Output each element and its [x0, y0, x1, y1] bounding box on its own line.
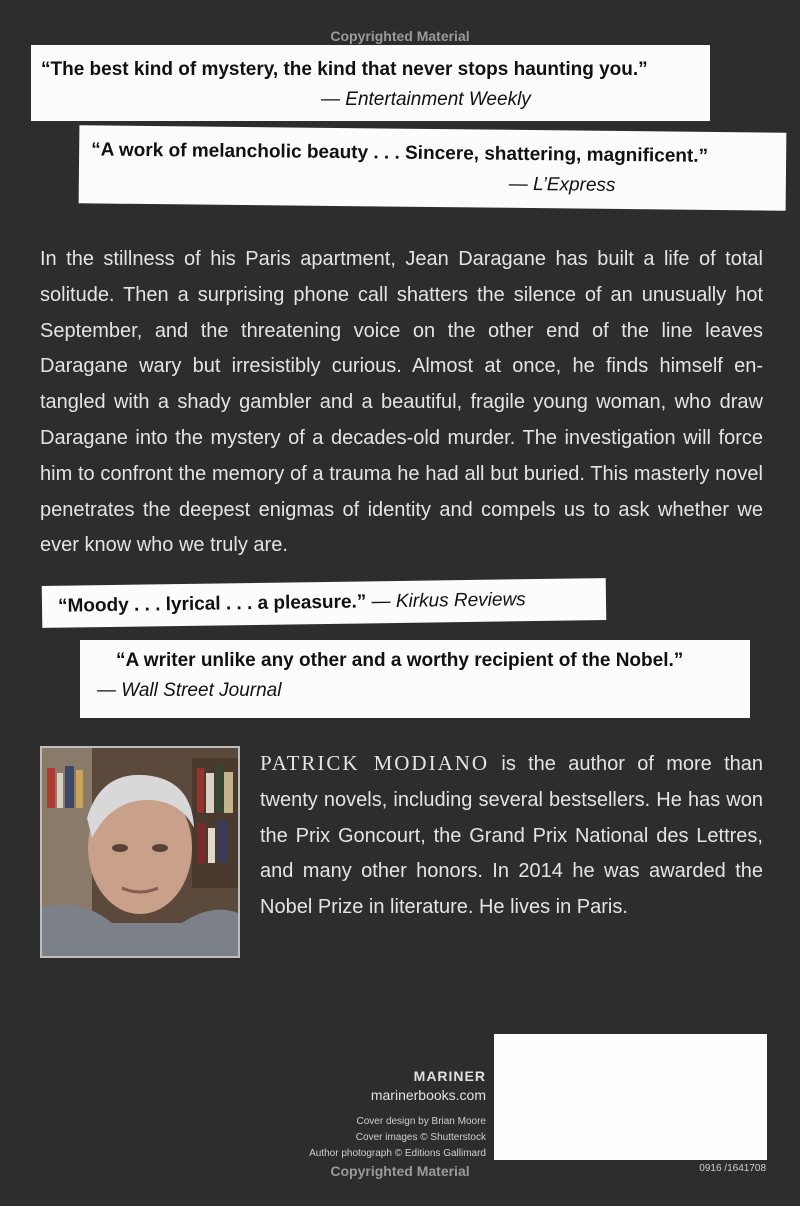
- book-description: In the stillness of his Paris apartment, Jean Daragane has built a life of total solitude. Then a surprising phone call shatters the silence of an unusually hot September, and the threatening voice on the other end of the line leaves Daragane wary but irresistibly curious. Almost at once, he finds himself en-tangled with a shady gambler and a beautiful, fragile young woman, who draw Daragane into the mystery of a decades-old murder. The investigation will force him to confront the memory of a trauma he had all but buried. This masterly novel penetrates the deepest enigmas of identity and compels us to ask whether we ever know who we truly are.: [40, 248, 763, 557]
- author-bio: [260, 746, 763, 926]
- quote-text-1: “The best kind of mystery, the kind that never stops haunting you.”: [41, 59, 648, 80]
- author-bio-text: is the author of more than twenty novels, including several bestsellers. He has won the Prix Goncourt, the Grand Prix National des Lettres, and many other honors. In 2014 he was awarded the Nobel Prize in literature. He lives in Paris.: [260, 753, 763, 919]
- quote-text-3: “Moody . . . lyrical . . . a pleasure.”: [57, 591, 367, 617]
- publisher-website[interactable]: marinerbooks.com: [370, 1087, 486, 1103]
- copyright-top: Copyrighted Material: [330, 28, 470, 44]
- quote-source-3: — Kirkus Reviews: [371, 589, 526, 613]
- barcode-area: [494, 1034, 767, 1160]
- publisher-name: MARINER: [413, 1068, 486, 1084]
- quote-strip-2: [79, 125, 787, 210]
- quote-source-1: — Entertainment Weekly: [321, 89, 531, 110]
- author-photo: [40, 746, 240, 958]
- quote-text-4: “A writer unlike any other and a worthy recipient of the Nobel.”: [116, 650, 684, 671]
- quote-strip-3: [42, 578, 607, 628]
- isbn-code: 0916 /1641708: [699, 1163, 766, 1174]
- quote-strip-4: [80, 640, 750, 718]
- author-name: PATRICK MODIANO: [260, 751, 490, 775]
- quote-source-4: — Wall Street Journal: [97, 680, 282, 701]
- quote-text-2: “A work of melancholic beauty . . . Sincere, shattering, magnificent.”: [91, 139, 709, 167]
- copyright-bottom: Copyrighted Material: [330, 1163, 470, 1179]
- quote-strip-1: [31, 45, 710, 121]
- credit-cover-design: Cover design by Brian Moore: [356, 1116, 486, 1127]
- credit-author-photo: Author photograph © Editions Gallimard: [309, 1148, 486, 1159]
- quote-source-2: — L’Express: [508, 173, 616, 196]
- credit-cover-images: Cover images © Shutterstock: [355, 1132, 486, 1143]
